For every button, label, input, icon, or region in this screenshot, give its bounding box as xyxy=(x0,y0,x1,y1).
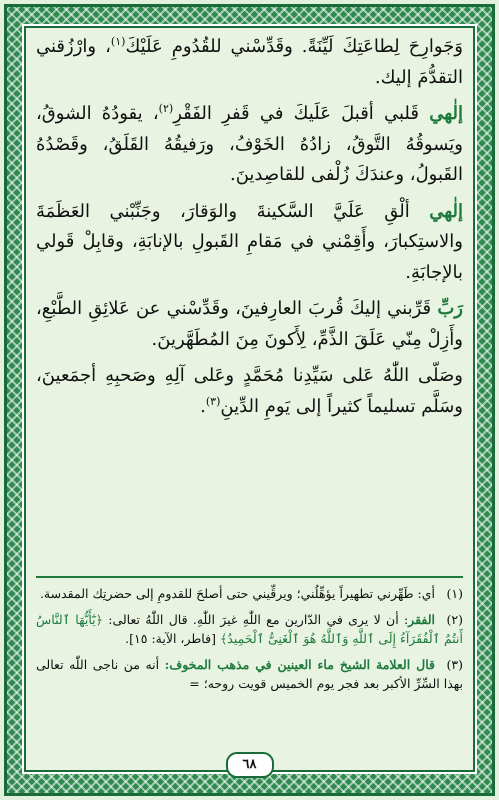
quran-quote: ﴿يَٰٓأَيُّهَا ٱلنَّاسُ أَنتُمُ ٱلْفُقَرَآءُ إِلَى ٱللَّهِ وَٱللَّهُ هُوَ ٱلْغَنِىُّ ٱلْحَمِيدُ﴾ xyxy=(36,611,463,646)
paragraph-heading: رَبِّ xyxy=(437,298,463,319)
text-span: قَرِّبني إليكَ قُربَ العارِفينَ، وقَدِّسْني عن عَلائِقِ الطَّبْعِ، وأَزِلْ مِنّي عَلَقَ الذَّمِّ، لِأَكونَ مِنَ المُطَهَّرينَ. xyxy=(36,298,463,350)
footnote-number: (٣) xyxy=(446,656,463,672)
footnote-ref-2[interactable]: (٢) xyxy=(158,102,174,115)
footnote-citation: [فاطر، الآية: ١٥]. xyxy=(125,631,220,646)
footnote-2 xyxy=(36,610,463,649)
footnote-ref-1[interactable]: (١) xyxy=(110,35,126,48)
text-span: ألْقِ عَلَيَّ السَّكينةَ والوَقارَ، وجَنِّبْني العَظَمَةَ والاستِكبارَ، وأَقِمْني في مَقامِ القَبولِ بالإنابَةِ، وقابِلْ قَولي بالإجابَةِ. xyxy=(36,200,463,283)
footnote-3 xyxy=(36,655,463,694)
paragraph-2 xyxy=(36,99,463,191)
text-span: ، وارْزُقني التقدُّمَ إليك. xyxy=(36,36,463,88)
footnote-label: قال العلامة الشيخ ماء العينين في مذهب المخوف: xyxy=(164,656,435,672)
paragraph-1 xyxy=(36,32,463,93)
footnotes xyxy=(36,584,463,700)
footnote-divider xyxy=(36,576,463,578)
paragraph-5 xyxy=(36,361,463,422)
paragraph-heading: إلٰهي xyxy=(429,103,463,124)
text-span: ، يقودُهُ الشوقُ، ويَسوقُهُ التَّوقُ، زادُهُ الخَوْفُ، ورَفيقُهُ القَلَقُ، وقَصْدُهُ القَبولُ، وعندَكَ زُلْفى للقاصِدينَ. xyxy=(36,103,463,185)
page-number: ٦٨ xyxy=(226,752,274,778)
paragraph-3 xyxy=(36,197,463,289)
footnote-text: : أن لا يرى في الدّارين مع اللّٰهِ غيرَ اللّٰهِ. قال اللّٰهُ تعالى: xyxy=(108,611,409,627)
text-span: . xyxy=(200,395,206,417)
paragraph-heading: إلٰهي xyxy=(429,200,463,222)
text-span: وصَلّى اللّٰهُ عَلى سَيِّدِنا مُحَمَّدٍ وعَلى آلِهِ وصَحبِهِ أجمَعينَ، وسَلَّم تسليماً كثيراً إلى يَومِ الدِّينِ xyxy=(36,365,463,417)
footnote-text: أنه من ناجى اللّٰه تعالى بهذا السِّرِّ الأكبر بعد فجر يوم الخميس قويت روحه؛ = xyxy=(36,656,463,691)
text-span: وَجَوارِحَ لِطاعَتِكَ لَيِّنَةً. وقَدِّسْني للقُدُومِ عَلَيْكَ xyxy=(125,36,463,57)
footnote-1 xyxy=(36,584,463,604)
text-span: قَلبي أقبلَ عَلَيكَ في قَفرِ الفَقْرِ xyxy=(173,103,430,124)
main-text xyxy=(36,32,463,426)
text-panel xyxy=(24,26,475,772)
footnote-ref-3[interactable]: (٣) xyxy=(205,394,221,408)
paragraph-4 xyxy=(36,294,463,355)
footnote-label: الفقر xyxy=(408,611,435,627)
footnote-text: أي: طَهِّرني تطهيراً يؤهِّلُني؛ ويرقِّيني حتى أصلحَ للقدومِ إلى حضرتِك المقدسة. xyxy=(39,586,435,601)
footnote-number: (١) xyxy=(446,586,463,601)
footnote-number: (٢) xyxy=(446,611,463,627)
